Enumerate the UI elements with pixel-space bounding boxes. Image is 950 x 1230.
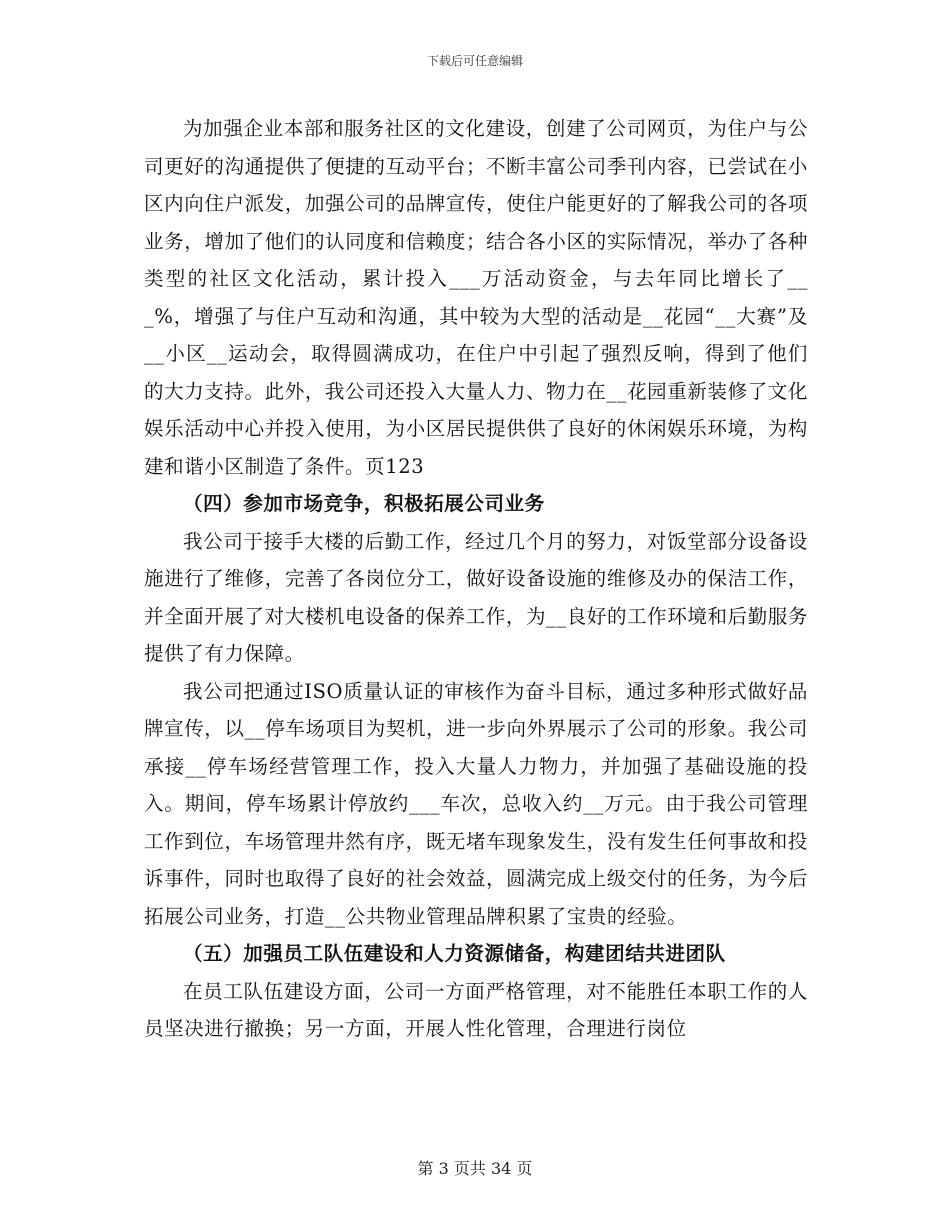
paragraph-iso-parking: 我公司把通过ISO质量认证的审核作为奋斗目标，通过多种形式做好品牌宣传，以__停车场项目为契机，进一步向外界展示了公司的形象。我公司承接__停车场经营管理工作，投入大量人力物力，并加强了基础设施的投入。期间，停车场累计停放约___车次，总收入约__万元。由于我公司管理工作到位，车场管理井然有序，既无堵车现象发生，没有发生任何事故和投诉事件，同时也取得了良好的社会效益，圆满完成上级交付的任务，为今后拓展公司业务，打造__公共物业管理品牌积累了宝贵的经验。: [144, 679, 808, 928]
page-header: 下载后可任意编辑: [426, 54, 523, 68]
section-heading-4: （四）参加市场竞争，积极拓展公司业务: [183, 492, 545, 515]
paragraph-community-culture: 为加强企业本部和服务社区的文化建设，创建了公司网页，为住户与公司更好的沟通提供了便捷的互动平台；不断丰富公司季刊内容，已尝试在小区内向住户派发，加强公司的品牌宣传，使住户能更好的了解我公司的各项业务，增加了他们的认同度和信赖度；结合各小区的实际情况，举办了各种类型的社区文化活动，累计投入___万活动资金，与去年同比增长了___%，增强了与住户互动和沟通，其中较为大型的活动是__花园“__大赛”及__小区__运动会，取得圆满成功，在住户中引起了强烈反响，得到了他们的大力支持。此外，我公司还投入大量人力、物力在__花园重新装修了文化娱乐活动中心并投入使用，为小区居民提供供了良好的休闲娱乐环境，为构建和谐小区制造了条件。页123: [144, 117, 808, 478]
document-body: [144, 110, 808, 1048]
paragraph-logistics-work: 我公司于接手大楼的后勤工作，经过几个月的努力，对饭堂部分设备设施进行了维修，完善了各岗位分工，做好设备设施的维修及办的保洁工作，并全面开展了对大楼机电设备的保养工作，为__良好的工作环境和后勤服务提供了有力保障。: [144, 529, 808, 665]
paragraph-staff-building: 在员工队伍建设方面，公司一方面严格管理，对不能胜任本职工作的人员坚决进行撤换；另一方面，开展人性化管理，合理进行岗位: [144, 979, 808, 1040]
section-heading-5: （五）加强员工队伍建设和人力资源储备，构建团结共进团队: [183, 942, 726, 965]
page-footer: 第 3 页共 34 页: [417, 1159, 533, 1178]
